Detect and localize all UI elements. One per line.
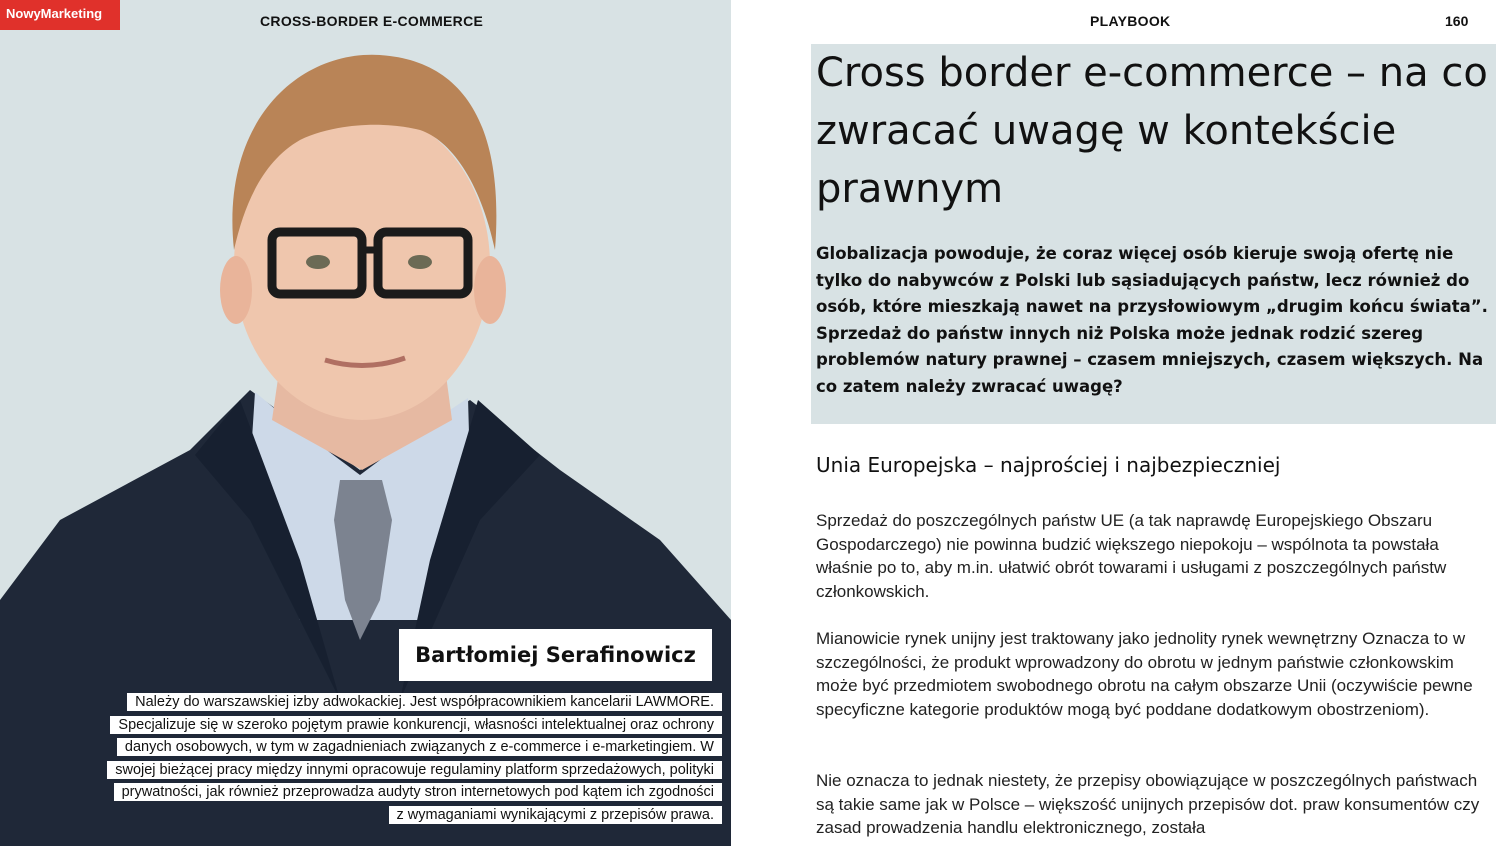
page-number: 160 [1445, 13, 1469, 29]
paragraph: Sprzedaż do poszczególnych państw UE (a tak naprawdę Europejskiego Obszaru Gospodarczego) nie powinna budzić większego niepokoju – wspólnota ta powstała właśnie po to, aby m.in. ułatwić obrót towarami i usługami z poszczególnych państw członkowskich. [816, 511, 1447, 601]
bio-line: Specjalizuje się w szeroko pojętym prawie konkurencji, własności intelektualnej oraz ochrony [32, 714, 722, 737]
brand-logo[interactable]: NowyMarketing [0, 0, 120, 30]
author-name: Bartłomiej Serafinowicz [415, 643, 696, 667]
section-subheading: Unia Europejska – najprościej i najbezpieczniej [816, 453, 1281, 477]
author-bio [32, 691, 722, 826]
publication-label: PLAYBOOK [1090, 13, 1171, 29]
article-lead: Globalizacja powoduje, że coraz więcej osób kieruje swoją ofertę nie tylko do nabywców z Polski lub sąsiadujących państw, lecz również do osób, które mieszkają nawet na przysłowiowym „drugim końcu świata”. Sprzedaż do państw innych niż Polska może jednak rodzić szereg problemów natury prawnej – czasem mniejszych, czasem większych. Na co zatem należy zwracać uwagę? [816, 244, 1488, 396]
bio-line: Należy do warszawskiej izby adwokackiej. Jest współpracownikiem kancelarii LAWMORE. [32, 691, 722, 714]
paragraph: Nie oznacza to jednak niestety, że przepisy obowiązujące w poszczególnych państwach są takie same jak w Polsce – większość unijnych przepisów dot. praw konsumentów czy zasad prowadzenia handlu elektronicznego, została [816, 771, 1480, 837]
paragraph: Mianowicie rynek unijny jest traktowany jako jednolity rynek wewnętrzny Oznacza to w szczególności, że produkt wprowadzony do obrotu w jednym państwie członkowskim może być przedmiotem swobodnego obrotu na całym obszarze Unii (oczywiście pewne specyficzne kategorie produktów mogą być poddane dodatkowym obostrzeniom). [816, 629, 1473, 719]
bio-line: prywatności, jak również przeprowadza audyty stron internetowych pod kątem ich zgodności [32, 781, 722, 804]
bio-line: swojej bieżącej pracy między innymi opracowuje regulaminy platform sprzedażowych, polityki [32, 759, 722, 782]
author-panel [0, 0, 731, 846]
article-panel [731, 0, 1508, 846]
section-label: CROSS-BORDER E-COMMERCE [260, 13, 484, 29]
bio-line: z wymaganiami wynikającymi z przepisów prawa. [32, 804, 722, 827]
article-title: Cross border e-commerce – na co zwracać uwagę w kontekście prawnym [816, 50, 1488, 212]
bio-line: danych osobowych, w tym w zagadnieniach związanych z e-commerce i e-marketingiem. W [32, 736, 722, 759]
author-name-box [399, 629, 712, 681]
